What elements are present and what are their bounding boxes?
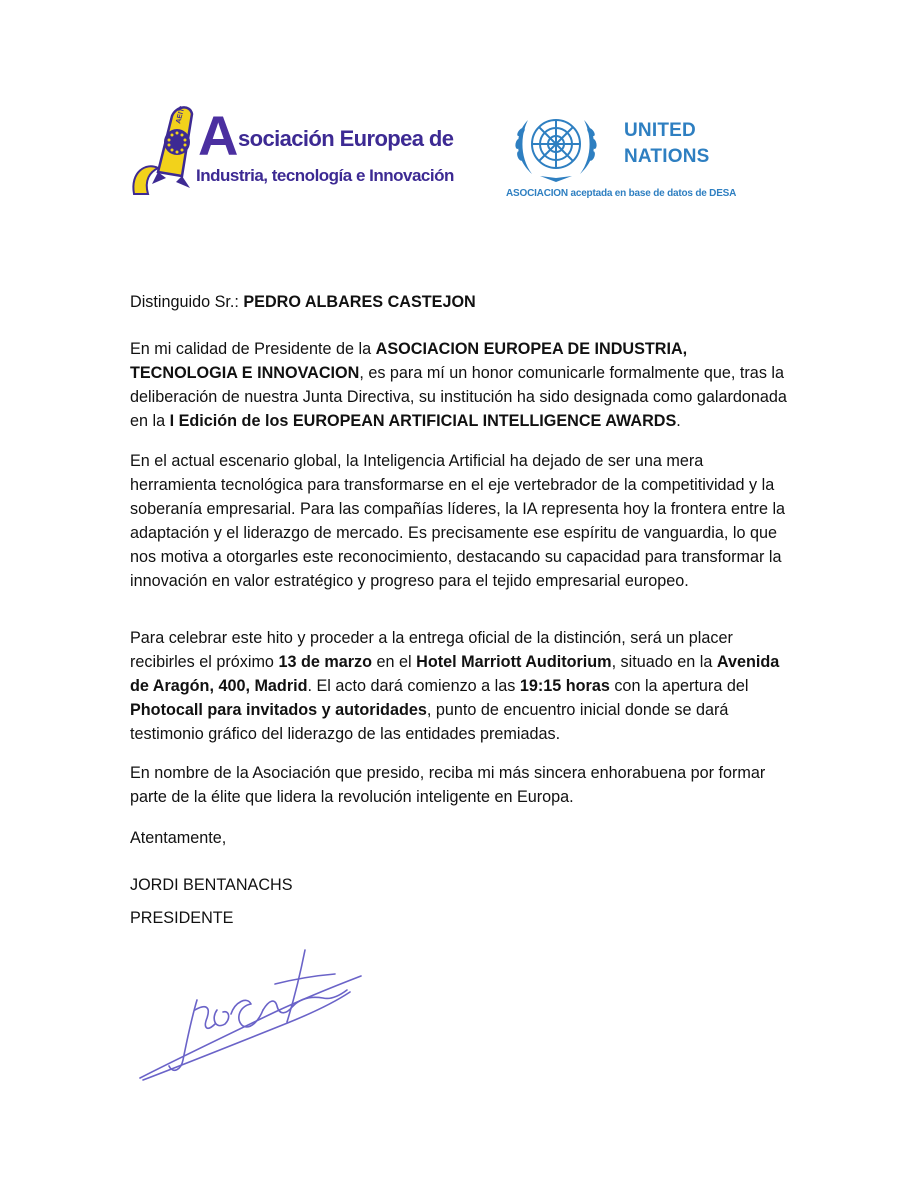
paragraph-4: En nombre de la Asociación que presido, reciba mi más sincera enhorabuena por formar parte de la élite que lidera la revolución inteligente en Europa. bbox=[130, 764, 766, 806]
award-name: I Edición de los EUROPEAN ARTIFICIAL INTELLIGENCE AWARDS bbox=[169, 412, 677, 430]
p3-text-2: en el bbox=[372, 653, 417, 671]
event-address: Avenida de Aragón, 400, Madrid bbox=[130, 653, 780, 695]
p1-text-1: En mi calidad de Presidente de la bbox=[130, 340, 376, 358]
logo-line-2: Industria, tecnología e Innovación bbox=[196, 166, 454, 185]
un-text-nations: NATIONS bbox=[624, 146, 710, 167]
event-venue: Hotel Marriott Auditorium bbox=[416, 653, 612, 671]
p3-text-6: , punto de encuentro inicial donde se dará testimonio gráfico del liderazgo de las entidades premiadas. bbox=[130, 701, 729, 743]
signer-title: PRESIDENTE bbox=[130, 909, 234, 927]
logo-initial: A bbox=[198, 104, 237, 167]
un-text-united: UNITED bbox=[624, 120, 696, 141]
un-emblem-icon bbox=[506, 104, 606, 190]
association-name: ASOCIACION EUROPEA DE INDUSTRIA, TECNOLOGIA E INNOVACION bbox=[130, 340, 688, 382]
desa-caption: ASOCIACION aceptada en base de datos de DESA bbox=[506, 188, 737, 199]
greeting bbox=[130, 290, 790, 314]
p1-text-3: . bbox=[676, 412, 681, 430]
event-time: 19:15 horas bbox=[519, 677, 610, 695]
aeiti-badge: AEITI bbox=[175, 105, 187, 125]
event-date: 13 de marzo bbox=[278, 653, 373, 671]
p3-text-3: , situado en la bbox=[611, 653, 717, 671]
closing: Atentamente, bbox=[130, 829, 227, 847]
paragraph-1 bbox=[130, 337, 790, 433]
paragraph-2: En el actual escenario global, la Inteligencia Artificial ha dejado de ser una mera herramienta tecnológica para transformarse en el eje vertebrador de la competitividad y la soberanía empresarial. Para las compañías líderes, la IA representa hoy la frontera entre la adaptación y el liderazgo de mercado. Es precisamente ese espíritu de vanguardia, lo que nos motiva a otorgarles este reconocimiento, destacando su capacidad para transformar la innovación en valor estratégico y progreso para el tejido empresarial europeo. bbox=[130, 452, 786, 590]
p3-text-4: . El acto dará comienzo a las bbox=[307, 677, 520, 695]
handwritten-signature bbox=[135, 940, 365, 1090]
p3-text-1: Para celebrar este hito y proceder a la entrega oficial de la distinción, será un placer recibirles el próximo bbox=[130, 629, 733, 671]
recipient-name: PEDRO ALBARES CASTEJON bbox=[243, 293, 476, 311]
p1-text-2: , es para mí un honor comunicarle formalmente que, tras la deliberación de nuestra Junta Directiva, su institución ha sido designada como galardonada en la bbox=[130, 364, 787, 430]
signer-name: JORDI BENTANACHS bbox=[130, 876, 293, 894]
paragraph-3 bbox=[130, 626, 790, 746]
p3-text-5: con la apertura del bbox=[609, 677, 749, 695]
logo-line-1: sociación Europea de bbox=[238, 126, 454, 151]
aeiti-logo bbox=[128, 102, 454, 200]
united-nations-logo bbox=[506, 104, 737, 200]
photocall-label: Photocall para invitados y autoridades bbox=[130, 701, 427, 719]
greeting-prefix: Distinguido Sr.: bbox=[130, 293, 244, 311]
